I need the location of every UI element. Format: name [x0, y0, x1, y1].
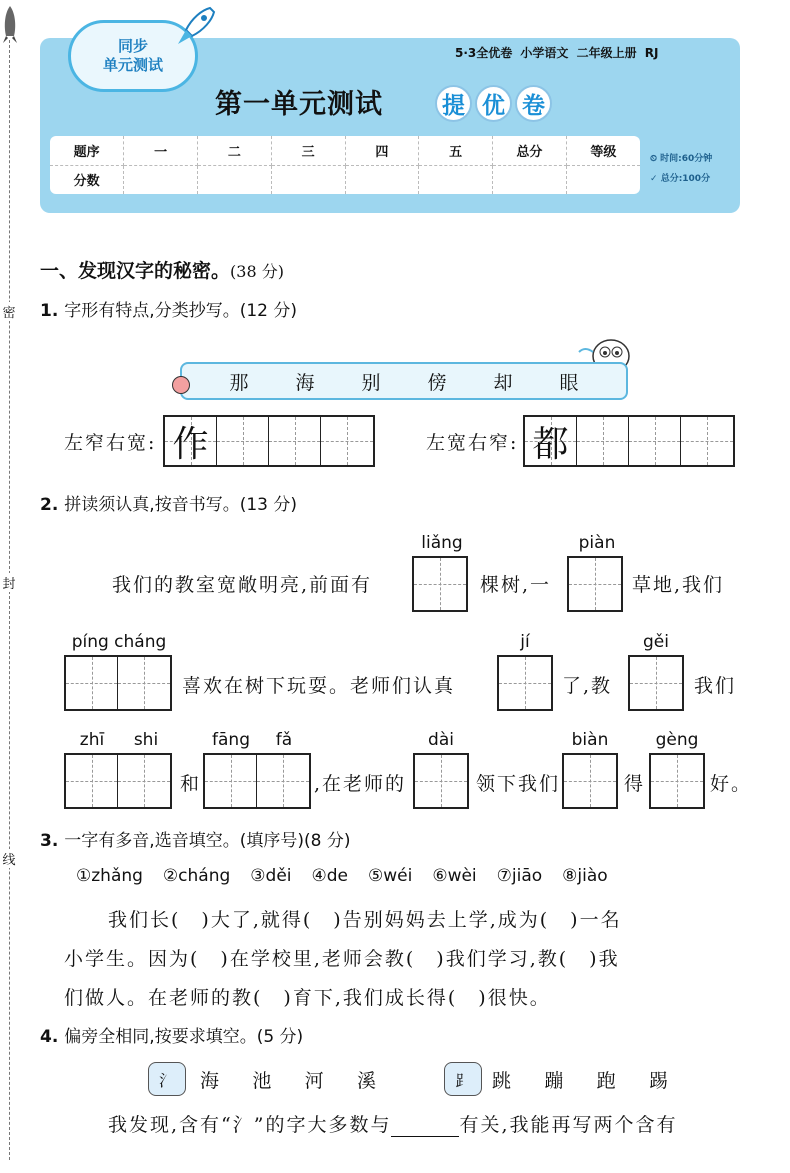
- q4-text: 偏旁全相同,按要求填空。(5 分): [64, 1027, 304, 1047]
- clock-icon: ⏲: [650, 154, 658, 164]
- radical-group-water: [148, 1062, 378, 1096]
- writing-cell[interactable]: [629, 417, 681, 465]
- option: ①zhǎng: [76, 866, 143, 886]
- q3-s3a: 们做人。在老师的教(: [64, 987, 263, 1009]
- pinyin-zhi: zhī: [79, 730, 105, 750]
- scroll-char: 眼: [559, 371, 579, 394]
- badge-line1: 同步: [117, 37, 148, 55]
- q2-line1-a: 我们的教室宽敞明亮,前面有: [112, 574, 373, 596]
- pinyin-ji: jí: [520, 632, 530, 652]
- left-wide-label: 左宽右窄:: [426, 432, 519, 454]
- scroll-char: 那: [229, 371, 249, 394]
- writing-cell[interactable]: [205, 755, 257, 807]
- q2-line2-b: 了,教: [562, 675, 613, 697]
- question-3: [40, 826, 350, 851]
- score-table: [50, 136, 640, 194]
- answer-box-gei: [628, 655, 684, 711]
- q3-s2c: )我们学习,教(: [436, 948, 569, 970]
- answer-box-ji: [497, 655, 553, 711]
- scroll-char: 傍: [427, 371, 447, 394]
- score-cell[interactable]: [271, 165, 345, 194]
- q3-s2a: 小学生。因为(: [64, 948, 200, 970]
- character-scroll: [180, 362, 628, 400]
- option: ②cháng: [162, 866, 231, 886]
- score-cell[interactable]: [419, 165, 493, 194]
- total-info: [650, 171, 710, 184]
- foot-char: 踢: [648, 1069, 670, 1092]
- left-narrow-grid: [163, 415, 375, 467]
- total-text: 总分:100分: [660, 174, 711, 184]
- writing-cell[interactable]: [681, 417, 733, 465]
- option: ⑥wèi: [432, 866, 477, 886]
- left-wide-grid: [523, 415, 735, 467]
- water-char: 溪: [356, 1069, 378, 1092]
- radical-foot-icon: [444, 1062, 482, 1096]
- check-icon: ✓: [650, 174, 658, 184]
- tiyou-char: 提: [435, 85, 472, 122]
- q3-s2d: )我: [589, 948, 620, 970]
- writing-cell[interactable]: [269, 417, 321, 465]
- q4-last-a: 我发现,含有“氵”的字大多数与: [108, 1114, 392, 1136]
- book-meta: 5·3全优卷 小学语文 二年级上册 RJ: [455, 46, 659, 60]
- pinyin-fang: fāng: [212, 730, 250, 750]
- q4-last-b: 有关,我能再写两个含有: [459, 1114, 678, 1136]
- writing-cell[interactable]: [257, 755, 309, 807]
- score-header-cell: 二: [198, 136, 272, 165]
- q2-line3-e: 好。: [710, 773, 753, 795]
- tiyou-char: 优: [475, 85, 512, 122]
- pinyin-shi: shi: [133, 730, 159, 750]
- q2-line2-c: 我们: [694, 675, 737, 697]
- question-2: [40, 490, 297, 515]
- badge-line2: 单元测试: [102, 56, 163, 74]
- q3-s3c: )很快。: [478, 987, 551, 1009]
- pinyin-geng: gèng: [655, 730, 699, 750]
- question-4: [40, 1022, 303, 1047]
- foot-char: 跳: [492, 1069, 514, 1092]
- binding-rocket-icon: [2, 6, 18, 44]
- pinyin-bian: biàn: [571, 730, 609, 750]
- writing-cell[interactable]: [415, 755, 467, 807]
- page-title: 第一单元测试: [215, 89, 383, 120]
- writing-cell[interactable]: [651, 755, 703, 807]
- score-header-cell: 题序: [50, 136, 124, 165]
- score-cell[interactable]: [493, 165, 567, 194]
- radical-water-icon: [148, 1062, 186, 1096]
- answer-box-bian: [562, 753, 618, 809]
- q2-line3-d: 得: [624, 773, 646, 795]
- q2-line2-a: 喜欢在树下玩耍。老师们认真: [182, 675, 456, 697]
- tiyou-label: [435, 85, 552, 122]
- answer-box-dai: [413, 753, 469, 809]
- water-char: 河: [304, 1069, 326, 1092]
- radical-foot-text: ⻊: [454, 1070, 471, 1090]
- binding-char-feng: 封: [1, 573, 17, 592]
- writing-cell: [165, 417, 217, 465]
- q4-num: 4.: [40, 1027, 59, 1047]
- q2-line3-a: 和: [180, 773, 202, 795]
- q3-sentence-3: [64, 983, 551, 1010]
- section-title: [40, 256, 284, 283]
- answer-box-liang: [412, 556, 468, 612]
- water-char: 海: [200, 1069, 222, 1092]
- answer-box-geng: [649, 753, 705, 809]
- answer-box-pingchang: [64, 655, 172, 711]
- q3-num: 3.: [40, 831, 59, 851]
- score-header-cell: 四: [345, 136, 419, 165]
- pinyin-dai: dài: [428, 730, 454, 750]
- writing-cell[interactable]: [630, 657, 682, 709]
- option: ⑧jiào: [562, 866, 608, 886]
- q3-s1c: )告别妈妈去上学,成为(: [333, 909, 550, 931]
- writing-cell[interactable]: [118, 755, 170, 807]
- writing-cell[interactable]: [66, 657, 118, 709]
- q3-text: 一字有多音,选音填空。(填序号)(8 分): [64, 831, 351, 851]
- q3-s2b: )在学校里,老师会教(: [220, 948, 416, 970]
- left-narrow-label: 左窄右宽:: [64, 432, 157, 454]
- q3-sentence-1: [108, 905, 622, 932]
- answer-box-zhishi: [64, 753, 172, 809]
- binding-char-mi: 密: [1, 302, 17, 321]
- water-chars: [200, 1066, 378, 1093]
- scroll-char: 别: [361, 371, 381, 394]
- scroll-char: 却: [493, 371, 513, 394]
- score-header-row: [50, 136, 640, 165]
- writing-cell[interactable]: [321, 417, 373, 465]
- foot-chars: [492, 1066, 670, 1093]
- option: ③děi: [250, 866, 292, 886]
- q3-sentence-2: [64, 944, 620, 971]
- radical-water-text: 氵: [158, 1070, 175, 1090]
- q1-text: 字形有特点,分类抄写。(12 分): [64, 301, 298, 321]
- q2-line3-b: ,在老师的: [314, 773, 407, 795]
- q2-line1-b: 棵树,一: [480, 574, 552, 596]
- q2-num: 2.: [40, 495, 59, 515]
- pinyin-liang: liǎng: [421, 533, 463, 553]
- score-value-row: [50, 165, 640, 194]
- answer-box-fangfa: [203, 753, 311, 809]
- radical-group-foot: [444, 1062, 670, 1096]
- section-title-text: 一、发现汉字的秘密。: [40, 260, 231, 282]
- writing-cell[interactable]: [499, 657, 551, 709]
- score-header-cell: 五: [419, 136, 493, 165]
- example-char: 都: [532, 423, 569, 465]
- q2-line3-c: 领下我们: [476, 773, 561, 795]
- writing-cell[interactable]: [66, 755, 118, 807]
- writing-cell: [525, 417, 577, 465]
- pronunciation-options: [76, 866, 608, 886]
- option: ⑦jiāo: [496, 866, 543, 886]
- writing-cell[interactable]: [577, 417, 629, 465]
- binding-char-xian: 线: [1, 849, 17, 868]
- section-points: (38 分): [230, 262, 284, 281]
- scroll-char: 海: [295, 371, 315, 394]
- writing-cell[interactable]: [569, 558, 621, 610]
- option: ⑤wéi: [368, 866, 413, 886]
- foot-char: 跑: [596, 1069, 618, 1092]
- score-row-label: 分数: [50, 165, 124, 194]
- score-header-cell: 三: [271, 136, 345, 165]
- foot-char: 蹦: [544, 1069, 566, 1092]
- writing-cell[interactable]: [414, 558, 466, 610]
- score-header-cell: 一: [124, 136, 198, 165]
- score-header-cell: 总分: [493, 136, 567, 165]
- writing-cell[interactable]: [118, 657, 170, 709]
- q4-last-line: [108, 1110, 678, 1137]
- q3-s1b: )大了,就得(: [201, 909, 313, 931]
- writing-cell[interactable]: [217, 417, 269, 465]
- time-info: [650, 151, 712, 164]
- q3-s1a: 我们长(: [108, 909, 181, 931]
- rocket-icon: [172, 4, 218, 50]
- time-text: 时间:60分钟: [660, 154, 713, 164]
- score-cell[interactable]: [566, 165, 640, 194]
- q3-s1d: )一名: [570, 909, 622, 931]
- answer-box-pian: [567, 556, 623, 612]
- pinyin-gei: gěi: [643, 632, 669, 652]
- question-1: [40, 296, 297, 321]
- q2-line1-c: 草地,我们: [632, 574, 725, 596]
- tiyou-char: 卷: [515, 85, 552, 122]
- binding-dashed-line: [9, 40, 10, 1160]
- pinyin-pingchang: píng cháng: [71, 632, 167, 652]
- score-cell[interactable]: [198, 165, 272, 194]
- score-cell[interactable]: [345, 165, 419, 194]
- water-char: 池: [252, 1069, 274, 1092]
- option: ④de: [311, 866, 348, 886]
- q1-num: 1.: [40, 301, 59, 321]
- pinyin-fa: fǎ: [275, 730, 293, 750]
- q2-text: 拼读须认真,按音书写。(13 分): [64, 495, 298, 515]
- score-cell[interactable]: [124, 165, 198, 194]
- example-char: 作: [172, 423, 209, 465]
- q3-s3b: )育下,我们成长得(: [283, 987, 458, 1009]
- writing-cell[interactable]: [564, 755, 616, 807]
- score-header-cell: 等级: [566, 136, 640, 165]
- apple-icon: [172, 376, 190, 394]
- pinyin-pian: piàn: [578, 533, 616, 553]
- answer-blank[interactable]: [391, 1119, 459, 1137]
